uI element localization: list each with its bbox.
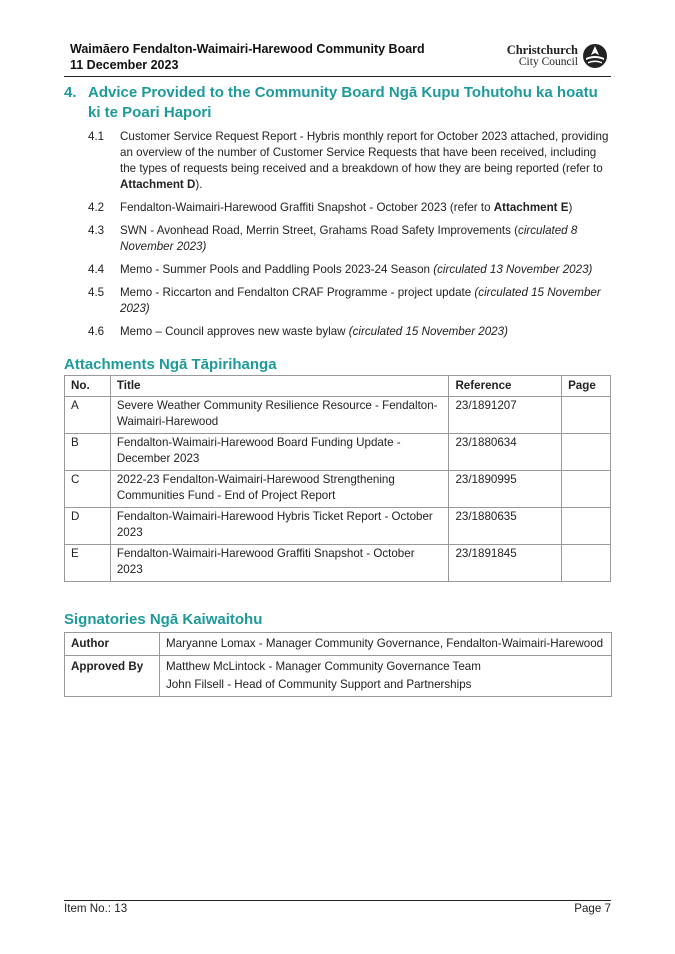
attachments-header-row (65, 376, 611, 397)
cell-no: B (65, 434, 111, 471)
council-emblem-icon (582, 43, 608, 69)
signatories-heading: Signatories Ngā Kaiwaitohu (64, 611, 263, 628)
attachments-table (64, 375, 611, 582)
signatory-row (65, 633, 612, 656)
advice-item-number: 4.6 (88, 325, 105, 338)
advice-items (64, 129, 614, 340)
signatory-name: Matthew McLintock - Manager Community Governance Team (166, 660, 481, 673)
circulated-note: circulated 8 November 2023) (120, 224, 578, 253)
signatory-role: Approved By (65, 656, 160, 697)
advice-item-text: Memo - Riccarton and Fendalton CRAF Programme - project update (circulated 15 November 2023) (120, 286, 601, 315)
attachment-ref: Attachment E (493, 201, 569, 214)
signatory-names (160, 656, 612, 697)
circulated-note: (circulated 15 November 2023) (120, 286, 601, 315)
col-no: No. (65, 376, 111, 397)
advice-item (64, 324, 614, 340)
advice-item-number: 4.4 (88, 263, 105, 276)
cell-reference: 23/1880635 (449, 508, 562, 545)
advice-item-text: Fendalton-Waimairi-Harewood Graffiti Snapshot - October 2023 (refer to Attachment E) (120, 201, 573, 214)
table-row (65, 508, 611, 545)
cell-title: 2022-23 Fendalton-Waimairi-Harewood Strengthening Communities Fund - End of Project Report (110, 471, 449, 508)
col-reference: Reference (449, 376, 562, 397)
advice-item (64, 223, 614, 255)
council-logo (507, 41, 608, 71)
header-divider (64, 76, 611, 77)
cell-no: A (65, 397, 111, 434)
signatory-name: Maryanne Lomax - Manager Community Governance, Fendalton-Waimairi-Harewood (166, 637, 604, 650)
cell-title: Fendalton-Waimairi-Harewood Board Funding Update - December 2023 (110, 434, 449, 471)
table-row (65, 545, 611, 582)
table-row (65, 434, 611, 471)
logo-line2: City Council (518, 56, 578, 68)
circulated-note: (circulated 15 November 2023) (348, 325, 508, 338)
signatory-names (160, 633, 612, 656)
meeting-date: 11 December 2023 (70, 58, 179, 72)
cell-title: Severe Weather Community Resilience Resource - Fendalton-Waimairi-Harewood (110, 397, 449, 434)
section-number: 4. (64, 84, 77, 101)
section-heading (64, 83, 614, 123)
cell-title: Fendalton-Waimairi-Harewood Graffiti Snapshot - October 2023 (110, 545, 449, 582)
advice-item (64, 200, 614, 216)
signatory-row (65, 656, 612, 697)
advice-item (64, 262, 614, 278)
table-row (65, 471, 611, 508)
cell-page (562, 397, 611, 434)
page-number: Page 7 (574, 902, 611, 915)
signatory-role: Author (65, 633, 160, 656)
cell-no: D (65, 508, 111, 545)
advice-item (64, 129, 614, 193)
attachments-heading: Attachments Ngā Tāpirihanga (64, 356, 277, 373)
attachment-ref: Attachment D (120, 178, 196, 191)
cell-no: C (65, 471, 111, 508)
cell-page (562, 508, 611, 545)
advice-item (64, 285, 614, 317)
section-title: Advice Provided to the Community Board Ngā Kupu Tohutohu ka hoatu ki te Poari Hapori (88, 84, 598, 121)
table-row (65, 397, 611, 434)
advice-item-number: 4.5 (88, 286, 105, 299)
advice-item-number: 4.2 (88, 201, 105, 214)
page-header (70, 41, 608, 75)
advice-item-text: SWN - Avonhead Road, Merrin Street, Grahams Road Safety Improvements (circulated 8 November 2023) (120, 224, 578, 253)
item-number: Item No.: 13 (64, 902, 128, 915)
cell-reference: 23/1880634 (449, 434, 562, 471)
cell-reference: 23/1890995 (449, 471, 562, 508)
cell-reference: 23/1891845 (449, 545, 562, 582)
cell-page (562, 545, 611, 582)
cell-page (562, 434, 611, 471)
signatories-table (64, 632, 612, 697)
cell-page (562, 471, 611, 508)
advice-item-number: 4.1 (88, 130, 105, 143)
signatory-name: John Filsell - Head of Community Support and Partnerships (166, 678, 472, 691)
advice-item-text: Memo – Council approves new waste bylaw (circulated 15 November 2023) (120, 325, 508, 338)
board-name: Waimāero Fendalton-Waimairi-Harewood Community Board (70, 42, 425, 56)
col-title: Title (110, 376, 449, 397)
advice-item-text: Memo - Summer Pools and Paddling Pools 2023-24 Season (circulated 13 November 2023) (120, 263, 593, 276)
footer-divider (64, 900, 611, 901)
cell-title: Fendalton-Waimairi-Harewood Hybris Ticket Report - October 2023 (110, 508, 449, 545)
section-advice (64, 83, 614, 347)
advice-item-number: 4.3 (88, 224, 105, 237)
col-page: Page (562, 376, 611, 397)
cell-reference: 23/1891207 (449, 397, 562, 434)
circulated-note: (circulated 13 November 2023) (433, 263, 593, 276)
advice-item-text: Customer Service Request Report - Hybris monthly report for October 2023 attached, providing an overview of the number of Customer Service Requests that have been received, including the types of requests being received and a breakdown of how they are being reported (refer to Attachment D). (120, 130, 609, 191)
logo-line1: Christchurch (506, 43, 578, 57)
cell-no: E (65, 545, 111, 582)
page-footer (64, 902, 611, 915)
